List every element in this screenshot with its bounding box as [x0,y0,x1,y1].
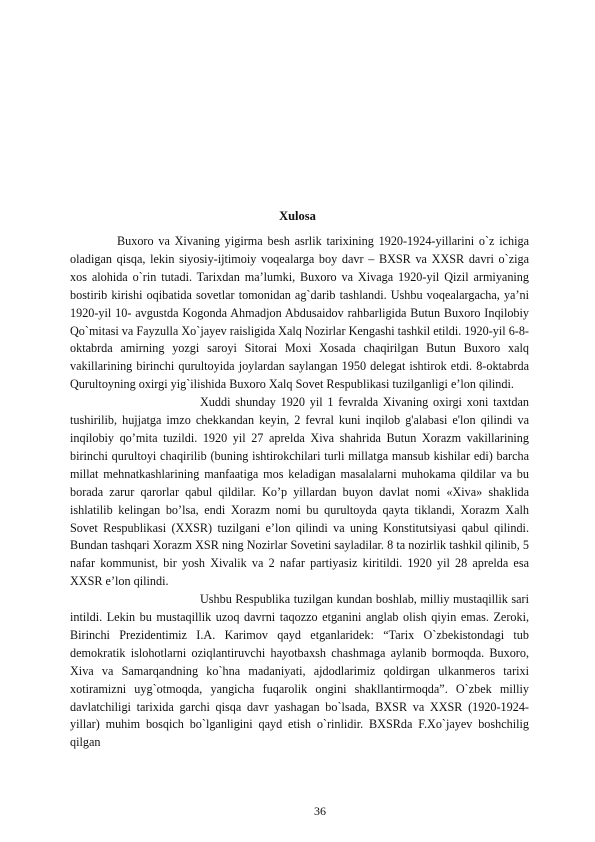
paragraph-2-text: Xuddi shunday 1920 yil 1 fevralda Xivaning oxirgi xoni taxtdan tushirilib, hujjatga imzo chekkandan keyin, 2 fevral kuni inqilob g'alabasi e'lon qilindi va inqilobiy qo’mita tuzildi. 1920 yil 27 aprelda Xiva shahrida Butun Xorazm vakillarining birinchi qurultoyi chaqirilib (buning ishtirokchilari turli millatga mansub kishilar edi) barcha millat mehnatkashlarining manfaatiga mos keladigan masalalarni muhokama qildilar va bu borada zarur qarorlar qabul qildilar. Ko’p yillardan buyon davlat nomi «Xiva» shaklida ishlatilib kelingan bo’lsa, endi Xorazm nomi bu qurultoyda qayta tiklandi, Xorazm Xalh Sovet Respublikasi (XXSR) tuzilgani e’lon qilindi va uning Konstitutsiyasi qabul qilindi. Bundan tashqari Xorazm XSR ning Nozirlar Sovetini sayladilar. 8 ta nozirlik tashkil qilinib, 5 nafar kommunist, bir yosh Xivalik va 2 nafar partiyasiz kiritildi. 1920 yil 28 aprelda esa XXSR e’lon qilindi. [70,395,529,589]
paragraph-3-text: Ushbu Respublika tuzilgan kundan boshlab, milliy mustaqillik sari intildi. Lekin bu mustaqillik uzoq davrni taqozzo etganini anglab olish qiyin emas. Zeroki, Birinchi Prezidentimiz I.A. Karimov qayd etganlaridek: “Tarix O`zbekistondagi tub demokratik islohotlarni oziqlantiruvchi hayotbaxsh chashmaga aylanib bormoqda. Buxoro, Xiva va Samarqandning ko`hna madaniyati, ajdodlarimiz qoldirgan ulkanmeros tarixi xotiramizni uyg`otmoqda, yangicha fuqarolik ongini shakllantirmoqda”. O`zbek milliy davlatchiligi tarixida garchi qisqa davr yashagan bo`lsada, BXSR va XXSR (1920-1924-yillar) muhim bosqich bo`lganligini qayd etish o`rinlidir. BXSRda F.Xo`jayev boshchilig qilgan [70,592,529,750]
paragraph-1: Buxoro va Xivaning yigirma besh asrlik tarixining 1920-1924-yillarini o`z ichiga oladigan qisqa, lekin siyosiy-ijtimoiy voqealarga boy davr – BXSR va XXSR davri o`ziga xos alohida o`rin tutadi. Tarixdan ma’lumki, Buxoro va Xivaga 1920-yil Qizil armiyaning bostirib kirishi oqibatida sovetlar tomonidan ag`darib tashlandi. Ushbu voqealargacha, ya’ni 1920-yil 10- avgustda Kogonda Ahmadjon Abdusaidov rahbarligida Butun Buxoro Inqilobiy Qo`mitasi va Fayzulla Xo`jayev raisligida Xalq Nozirlar Kengashi tashkil etildi. 1920-yil 6-8-oktabrda amirning yozgi saroyi Sitorai Moxi Xosada chaqirilgan Butun Buxoro xalq vakillarining birinchi qurultoyida joylardan saylangan 1950 delegat ishtirok etdi. 8-oktabrda Qurultoyning oxirgi yig`ilishida Buxoro Xalq Sovet Respublikasi tuzilganligi e’lon qilindi. [70,234,529,392]
body-text [70,233,529,752]
page-number: 36 [314,804,326,818]
paragraph-3 [70,591,529,752]
page-title: Xulosa [279,209,316,223]
paragraph-2 [70,394,529,591]
